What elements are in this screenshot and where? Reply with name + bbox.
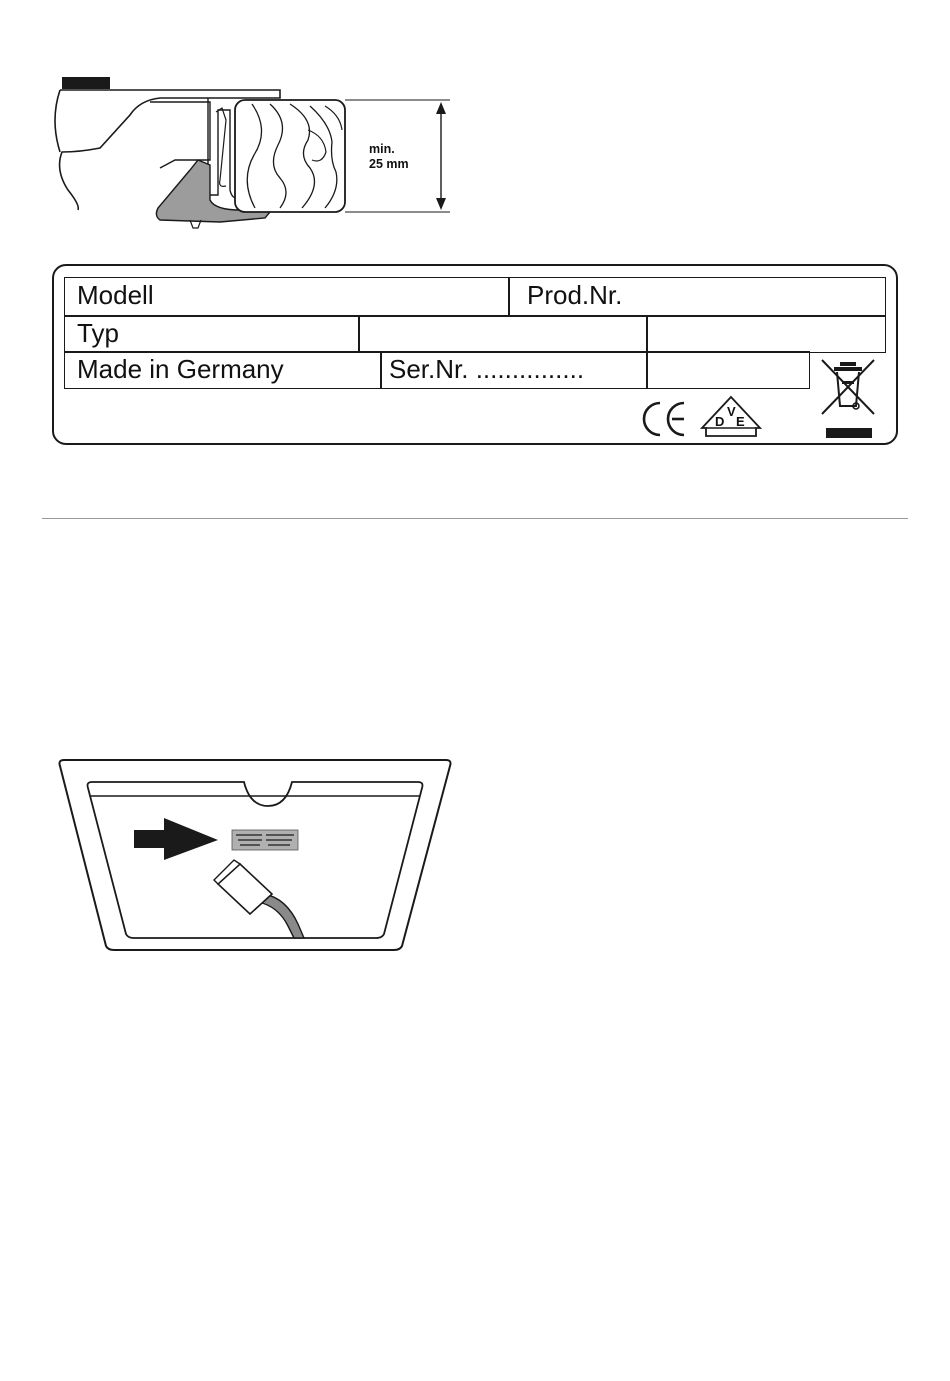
hob-top-black-edge <box>62 77 110 89</box>
made-in-cell <box>64 351 382 389</box>
ser-nr-extra-cell <box>646 351 810 389</box>
model-label: Modell <box>77 280 154 310</box>
type-extra-cell <box>646 315 886 353</box>
vde-letter-e: E <box>736 414 745 429</box>
ser-nr-cell <box>380 351 648 389</box>
prod-nr-label: Prod.Nr. <box>527 280 623 310</box>
weee-crossed-bin-icon <box>818 356 878 440</box>
section-divider <box>42 518 908 519</box>
type-value-cell <box>358 315 648 353</box>
oven-inner-cavity <box>88 782 423 938</box>
ce-mark-icon <box>640 400 690 438</box>
vde-letter-d: D <box>715 414 725 429</box>
dimension-label-min: min. <box>369 142 395 156</box>
installation-cross-section-illustration <box>40 60 480 245</box>
rating-plate <box>52 264 898 445</box>
prod-nr-cell <box>508 277 886 317</box>
made-in-label: Made in Germany <box>77 354 284 384</box>
vde-mark-icon <box>698 394 764 440</box>
oven-interior-illustration <box>58 756 454 956</box>
vde-letter-v: V <box>727 404 736 419</box>
dimension-label-value: 25 mm <box>369 157 409 171</box>
model-cell <box>64 277 510 317</box>
worktop-wood-section <box>235 100 345 212</box>
type-cell <box>64 315 360 353</box>
type-label: Typ <box>77 318 119 348</box>
rating-plate-icon <box>232 830 298 850</box>
ser-nr-label: Ser.Nr. ............... <box>389 354 585 384</box>
